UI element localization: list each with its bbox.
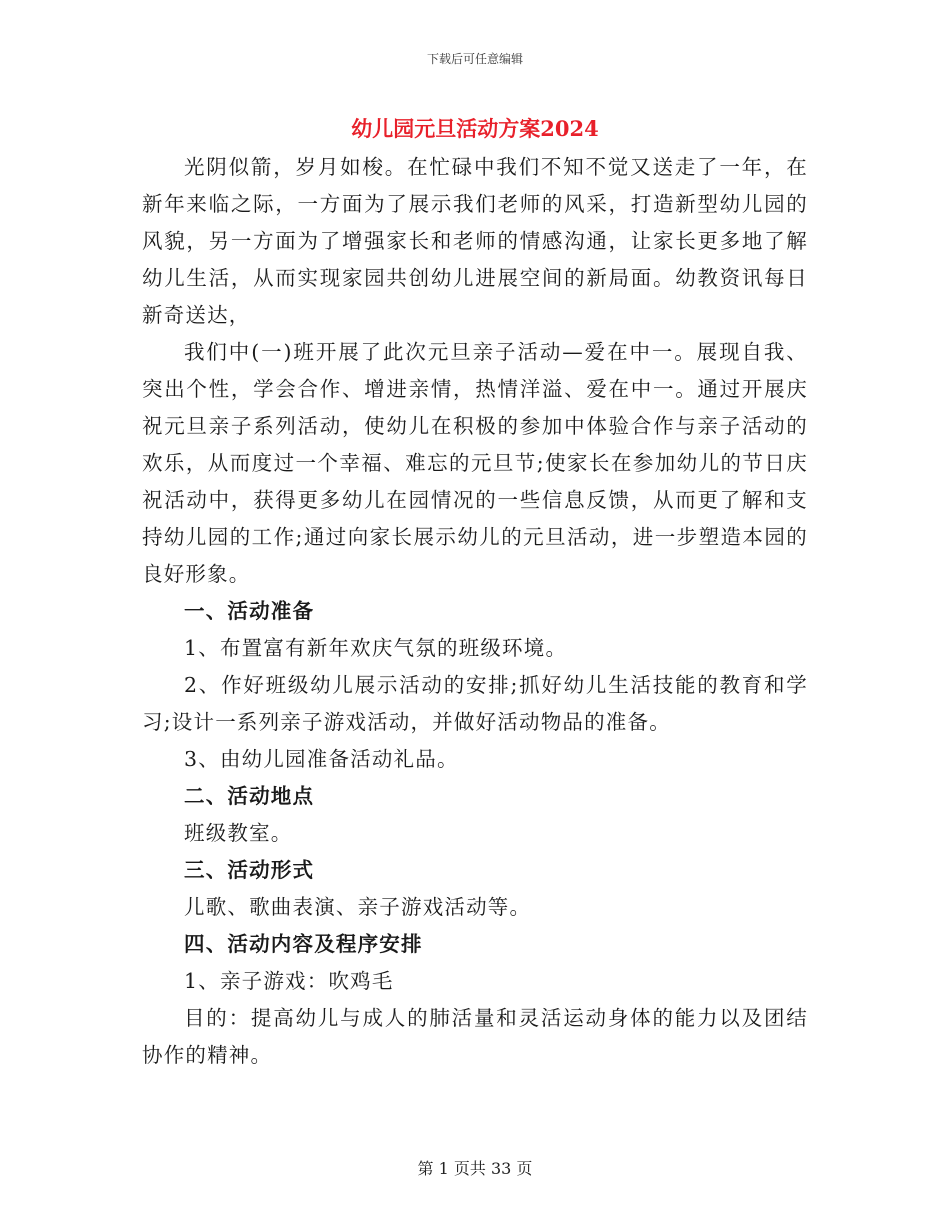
program-purpose: 目的：提高幼儿与成人的肺活量和灵活运动身体的能力以及团结协作的精神。 [142, 1006, 808, 1067]
preparation-item-3: 3、由幼儿园准备活动礼品。 [184, 747, 459, 771]
section-heading-format: 三、活动形式 [184, 858, 315, 882]
document-title: 幼儿园元旦活动方案2024 [351, 116, 599, 141]
intro-paragraph-1: 光阴似箭，岁月如梭。在忙碌中我们不知不觉又送走了一年，在新年来临之际，一方面为了展示我们老师的风采，打造新型幼儿园的风貌，另一方面为了增强家长和老师的情感沟通，让家长更多地了解幼儿生活，从而实现家园共创幼儿进展空间的新局面。幼教资讯每日新奇送达， [142, 155, 808, 327]
section-heading-location: 二、活动地点 [184, 784, 315, 808]
section-heading-preparation: 一、活动准备 [184, 599, 315, 623]
location-text: 班级教室。 [184, 821, 293, 845]
page-header: 下载后可任意编辑 [426, 52, 523, 66]
preparation-item-1: 1、布置富有新年欢庆气氛的班级环境。 [184, 636, 568, 660]
program-item-1: 1、亲子游戏：吹鸡毛 [184, 969, 394, 993]
intro-paragraph-2: 我们中(一)班开展了此次元旦亲子活动—爱在中一。展现自我、突出个性，学会合作、增进亲情，热情洋溢、爱在中一。通过开展庆祝元旦亲子系列活动，使幼儿在积极的参加中体验合作与亲子活动的欢乐，从而度过一个幸福、难忘的元旦节;使家长在参加幼儿的节日庆祝活动中，获得更多幼儿在园情况的一些信息反馈，从而更了解和支持幼儿园的工作;通过向家长展示幼儿的元旦活动，进一步塑造本园的良好形象。 [142, 340, 808, 586]
preparation-item-2: 2、作好班级幼儿展示活动的安排;抓好幼儿生活技能的教育和学习;设计一系列亲子游戏活动，并做好活动物品的准备。 [142, 673, 808, 734]
format-text: 儿歌、歌曲表演、亲子游戏活动等。 [184, 895, 532, 919]
document-body [142, 112, 808, 1074]
page-footer: 第 1 页共 33 页 [417, 1159, 533, 1178]
section-heading-program: 四、活动内容及程序安排 [184, 932, 423, 956]
